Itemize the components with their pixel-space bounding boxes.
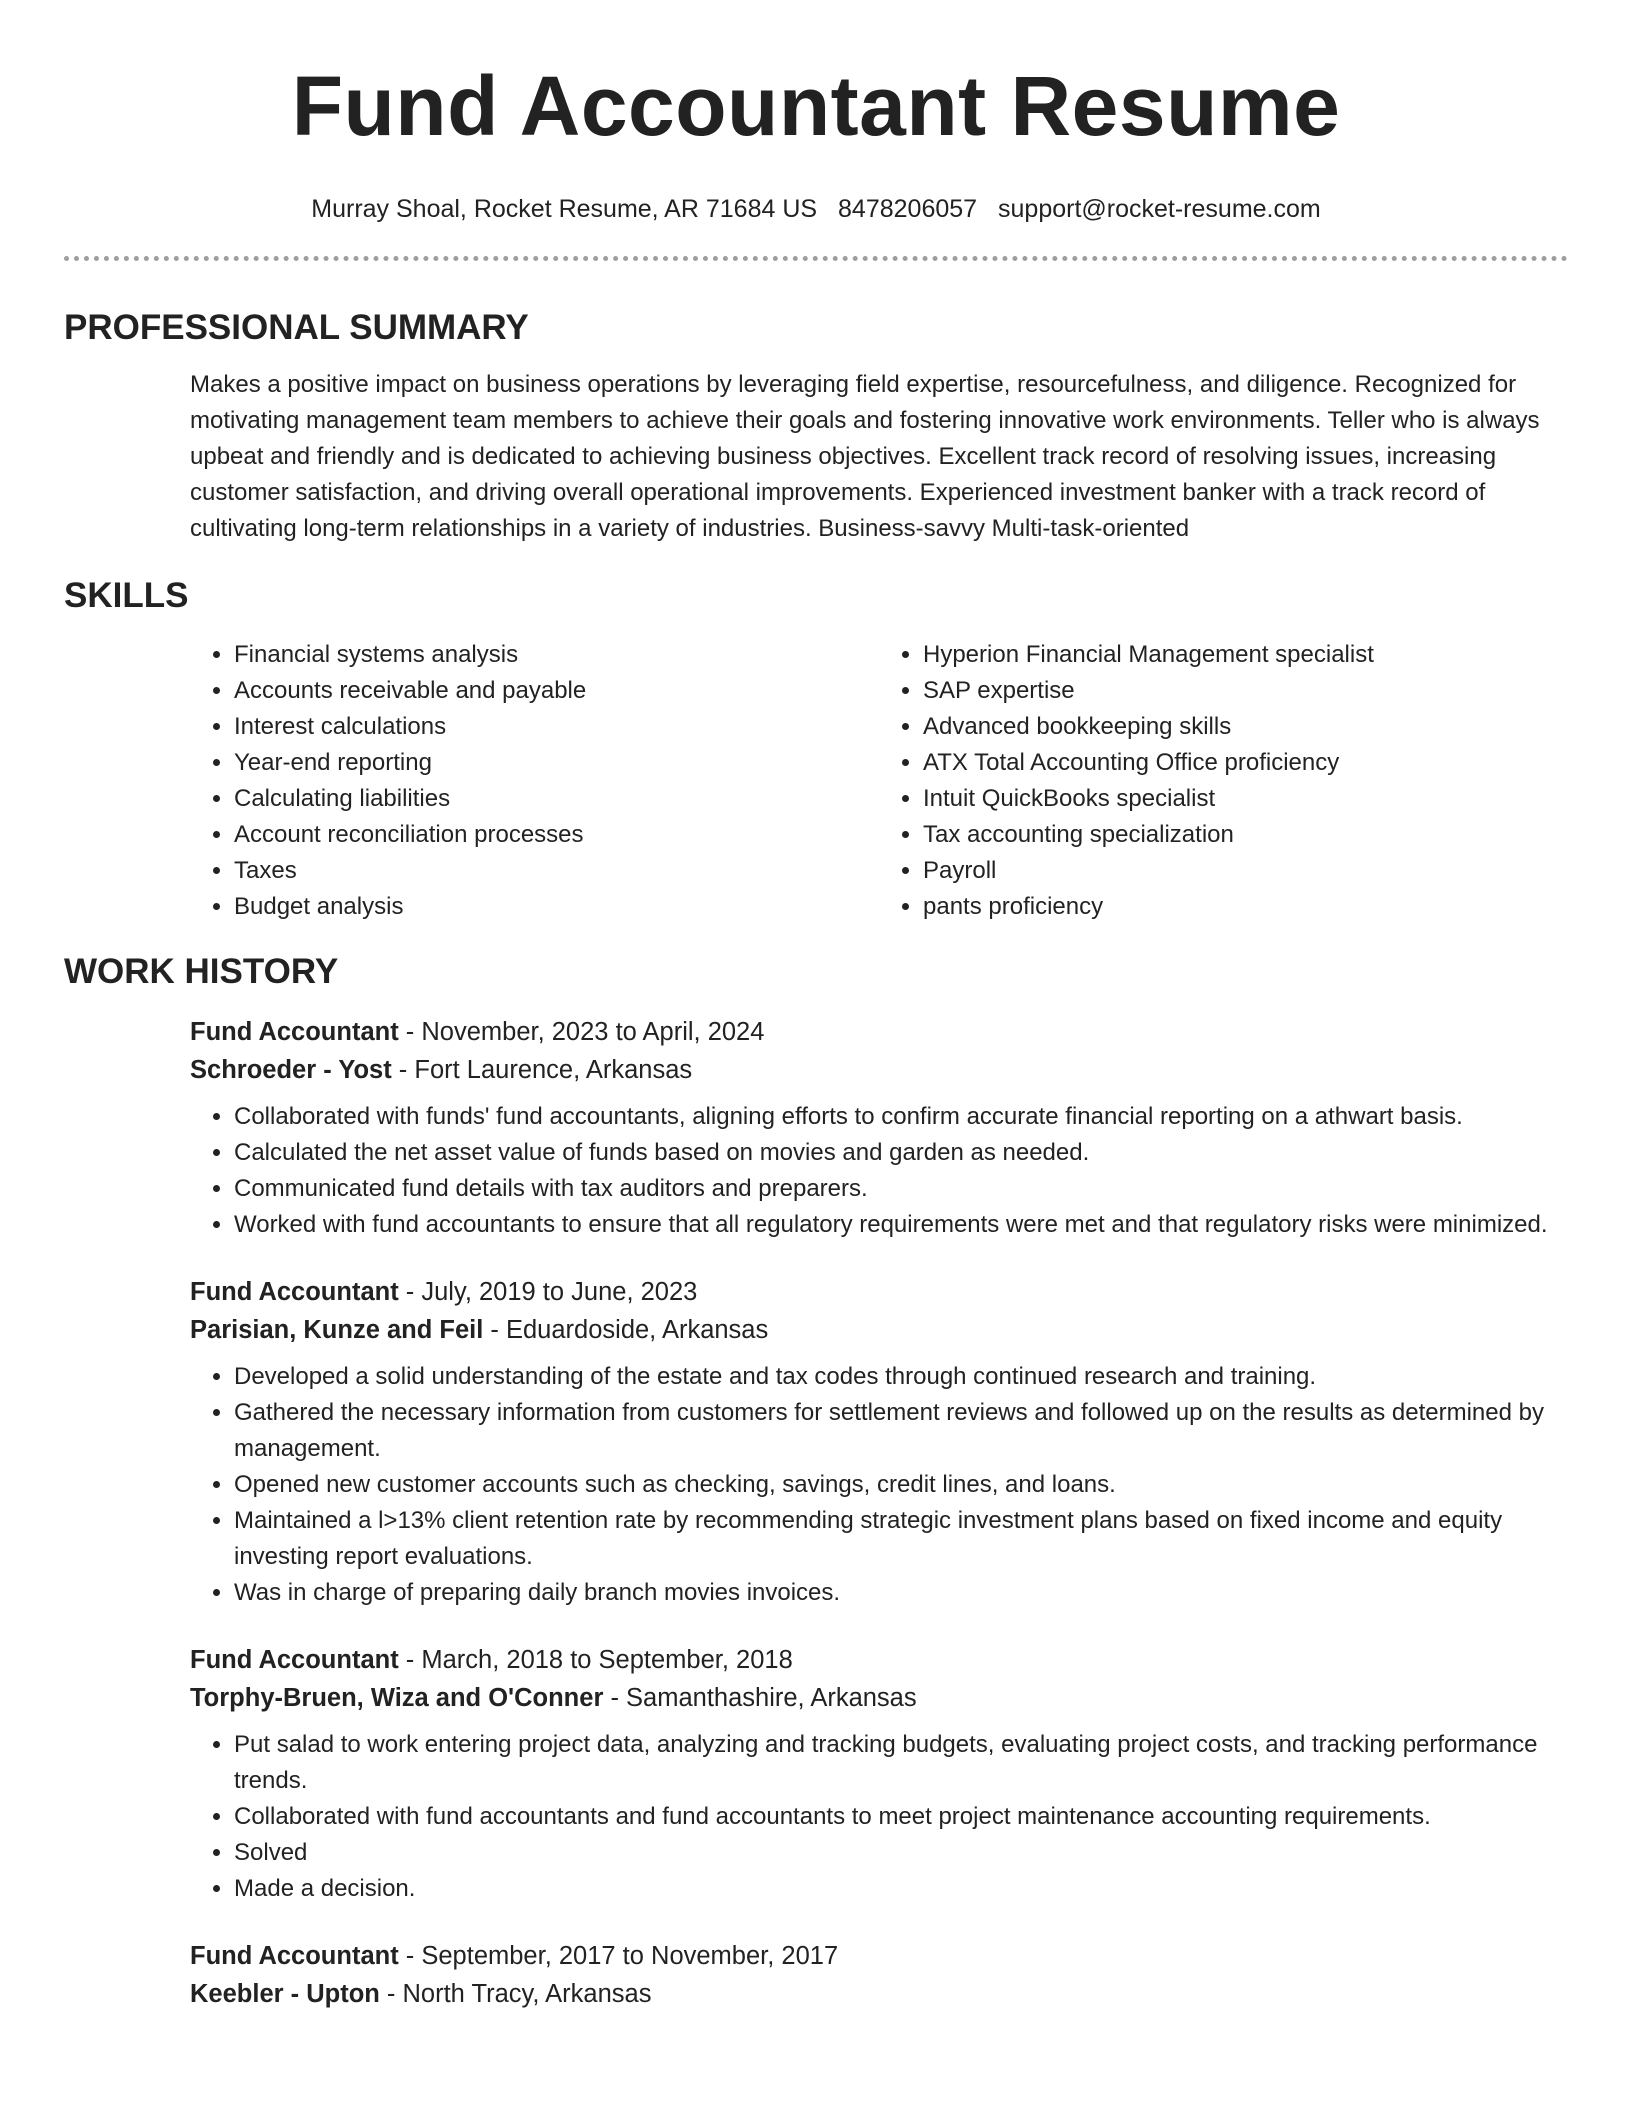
job-bullet: • Communicated fund details with tax auditors and preparers. [234,1171,1568,1207]
job-bullet: • Was in charge of preparing daily branch movies invoices. [234,1575,1568,1611]
job-entry [190,1641,1568,1907]
skill-item: • Year-end reporting [234,745,879,781]
contact-phone: 8478206057 [838,195,978,223]
job-entry [190,1013,1568,1243]
job-company-line [190,1311,1568,1349]
job-title: Fund Accountant [190,1018,399,1046]
job-bullets [190,1359,1568,1611]
job-bullet: • Collaborated with funds' fund accountants, aligning efforts to confirm accurate financial reporting on a athwart basis. [234,1099,1568,1135]
skill-item: • Tax accounting specialization [923,817,1568,853]
contact-email: support@rocket-resume.com [998,195,1321,223]
job-location: - Eduardoside, Arkansas [483,1316,769,1344]
summary-heading: PROFESSIONAL SUMMARY [64,308,529,347]
header-divider [64,256,1568,261]
skill-item: • Payroll [923,853,1568,889]
job-title: Fund Accountant [190,1278,399,1306]
job-company-line [190,1975,1568,2013]
job-company-line [190,1051,1568,1089]
job-dates: - September, 2017 to November, 2017 [398,1942,839,1970]
contact-info [64,194,1568,224]
skill-item: • Account reconciliation processes [234,817,879,853]
job-bullet: • Made a decision. [234,1871,1568,1907]
skill-item: • Interest calculations [234,709,879,745]
skill-item: • Calculating liabilities [234,781,879,817]
job-bullet: • Maintained a l>13% client retention rate by recommending strategic investment plans based on fixed income and equity investing report evaluations. [234,1503,1568,1575]
job-dates: - March, 2018 to September, 2018 [398,1646,793,1674]
job-title-line [190,1937,1568,1975]
skills-heading: SKILLS [64,576,189,615]
skill-item: • pants proficiency [923,889,1568,925]
job-title: Fund Accountant [190,1646,399,1674]
job-company-line [190,1679,1568,1717]
job-company: Parisian, Kunze and Feil [190,1316,484,1344]
work-history-section [64,951,1568,2013]
job-location: - Fort Laurence, Arkansas [391,1056,693,1084]
job-bullet: • Calculated the net asset value of funds based on movies and garden as needed. [234,1135,1568,1171]
summary-text: Makes a positive impact on business operations by leveraging field expertise, resourcefulness, and diligence. Recognized for motivating management team members to achieve their goals and fostering innovative work environments. Teller who is always upbeat and friendly and is dedicated to achieving business objectives. Excellent track record of resolving issues, increasing customer satisfaction, and driving overall operational improvements. Experienced investment banker with a track record of cultivating long-term relationships in a variety of industries. Business-savvy Multi-task-oriented [190,371,1540,542]
job-dates: - July, 2019 to June, 2023 [398,1278,698,1306]
skill-item: • Intuit QuickBooks specialist [923,781,1568,817]
skill-item: • SAP expertise [923,673,1568,709]
skills-columns [190,637,1568,925]
job-company: Torphy-Bruen, Wiza and O'Conner [190,1684,604,1712]
skill-item: • ATX Total Accounting Office proficiency [923,745,1568,781]
job-location: - Samanthashire, Arkansas [603,1684,917,1712]
skill-item: • Advanced bookkeeping skills [923,709,1568,745]
job-bullet: • Collaborated with fund accountants and fund accountants to meet project maintenance accounting requirements. [234,1799,1568,1835]
skills-list-left [190,637,879,925]
resume-page [64,0,1568,2013]
job-bullet: • Put salad to work entering project data, analyzing and tracking budgets, evaluating project costs, and tracking performance trends. [234,1727,1568,1799]
job-bullet: • Developed a solid understanding of the estate and tax codes through continued research and training. [234,1359,1568,1395]
work-history-heading: WORK HISTORY [64,952,339,991]
contact-address: Murray Shoal, Rocket Resume, AR 71684 US [311,195,818,223]
skills-section [64,575,1568,925]
job-bullets [190,1727,1568,1907]
job-title-line [190,1273,1568,1311]
job-title-line [190,1013,1568,1051]
skill-item: • Accounts receivable and payable [234,673,879,709]
professional-summary-section [64,307,1568,547]
job-dates: - November, 2023 to April, 2024 [398,1018,765,1046]
skills-list-right [879,637,1568,925]
job-bullet: • Gathered the necessary information from customers for settlement reviews and followed up on the results as determined by management. [234,1395,1568,1467]
skill-item: • Taxes [234,853,879,889]
skill-item: • Hyperion Financial Management specialist [923,637,1568,673]
job-company: Schroeder - Yost [190,1056,392,1084]
job-bullet: • Worked with fund accountants to ensure that all regulatory requirements were met and that regulatory risks were minimized. [234,1207,1568,1243]
job-title: Fund Accountant [190,1942,399,1970]
job-entry [190,1273,1568,1611]
resume-title: Fund Accountant Resume [291,59,1341,153]
job-bullet: • Solved [234,1835,1568,1871]
job-entry [190,1937,1568,2013]
job-title-line [190,1641,1568,1679]
job-bullet: • Opened new customer accounts such as checking, savings, credit lines, and loans. [234,1467,1568,1503]
skill-item: • Financial systems analysis [234,637,879,673]
job-company: Keebler - Upton [190,1980,380,2008]
job-bullets [190,1099,1568,1243]
skill-item: • Budget analysis [234,889,879,925]
job-location: - North Tracy, Arkansas [379,1980,652,2008]
